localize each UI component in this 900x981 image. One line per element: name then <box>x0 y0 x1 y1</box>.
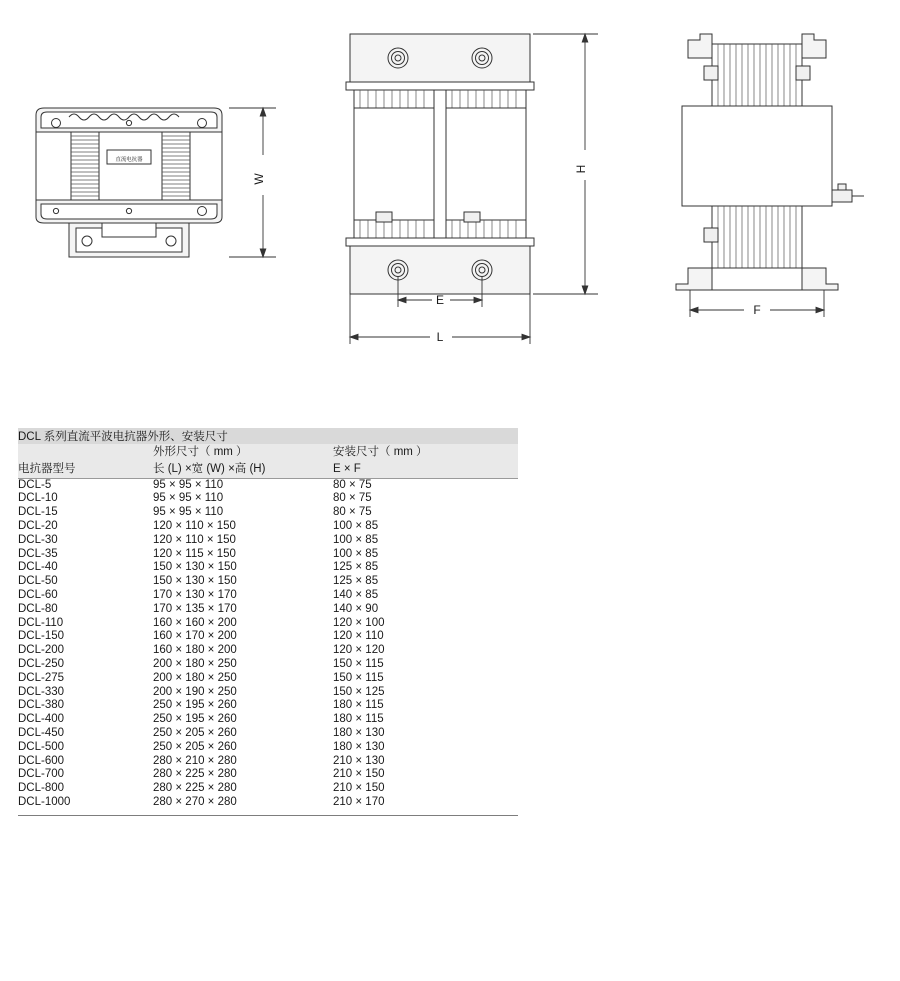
cell-model: DCL-700 <box>18 768 65 781</box>
product-name-plate: 直流电抗器 <box>115 157 143 163</box>
cell-mount: 100 × 85 <box>333 547 379 560</box>
cell-outer: 200 × 190 × 250 <box>153 685 237 698</box>
cell-mount: 210 × 170 <box>333 796 385 808</box>
table-row <box>18 782 518 796</box>
table-row <box>18 630 518 644</box>
cell-outer: 280 × 225 × 280 <box>153 782 237 795</box>
table-row <box>18 589 518 603</box>
cell-model: DCL-60 <box>18 589 58 602</box>
cell-mount: 140 × 85 <box>333 589 379 602</box>
cell-outer: 200 × 180 × 250 <box>153 658 237 671</box>
cell-mount: 210 × 130 <box>333 754 385 767</box>
cell-mount: 180 × 130 <box>333 740 385 753</box>
dim-label-w: W <box>252 173 266 185</box>
cell-mount: 210 × 150 <box>333 768 385 781</box>
table-row <box>18 520 518 534</box>
table-row <box>18 478 518 492</box>
cell-outer: 95 × 95 × 110 <box>153 478 224 491</box>
cell-outer: 250 × 205 × 260 <box>153 727 237 740</box>
cell-model: DCL-5 <box>18 478 52 491</box>
cell-outer: 150 × 130 × 150 <box>153 561 237 574</box>
cell-outer: 160 × 180 × 200 <box>153 644 237 657</box>
cell-outer: 120 × 110 × 150 <box>153 520 236 533</box>
cell-mount: 180 × 130 <box>333 727 385 740</box>
column-header-mount-dims: 安装尺寸（ mm ） E × F <box>333 444 518 478</box>
cell-model: DCL-450 <box>18 727 65 740</box>
table-row <box>18 644 518 658</box>
cell-model: DCL-40 <box>18 561 58 574</box>
cell-mount: 100 × 85 <box>333 520 379 533</box>
cell-model: DCL-10 <box>18 492 58 505</box>
cell-model: DCL-330 <box>18 685 65 698</box>
cell-outer: 170 × 135 × 170 <box>153 602 237 615</box>
dim-label-h: H <box>574 164 588 174</box>
cell-mount: 150 × 115 <box>333 658 384 671</box>
table-title: DCL 系列直流平波电抗器外形、安装尺寸 <box>18 428 518 444</box>
cell-outer: 150 × 130 × 150 <box>153 575 237 588</box>
table-row <box>18 548 518 562</box>
cell-model: DCL-20 <box>18 520 58 533</box>
cell-model: DCL-200 <box>18 644 65 657</box>
cell-mount: 150 × 125 <box>333 685 385 698</box>
cell-outer: 280 × 225 × 280 <box>153 768 237 781</box>
cell-outer: 250 × 205 × 260 <box>153 740 237 753</box>
table-row <box>18 727 518 741</box>
cell-outer: 95 × 95 × 110 <box>153 492 224 505</box>
cell-mount: 80 × 75 <box>333 478 372 491</box>
cell-outer: 120 × 115 × 150 <box>153 547 236 560</box>
cell-mount: 120 × 110 <box>333 630 384 643</box>
cell-model: DCL-80 <box>18 602 58 615</box>
cell-model: DCL-800 <box>18 782 65 795</box>
cell-mount: 80 × 75 <box>333 492 372 505</box>
table-row <box>18 741 518 755</box>
table-header-row <box>18 444 518 478</box>
cell-model: DCL-275 <box>18 671 65 684</box>
spec-table <box>18 428 518 814</box>
table-row <box>18 713 518 727</box>
table-row <box>18 617 518 631</box>
column-header-outer-dims: 外形尺寸（ mm ） 长 (L) ×宽 (W) ×高 (H) <box>153 444 333 478</box>
spec-table-wrapper <box>18 428 518 816</box>
table-row <box>18 603 518 617</box>
dim-label-l: L <box>436 330 444 344</box>
cell-outer: 95 × 95 × 110 <box>153 506 224 519</box>
side-view-drawing <box>330 22 620 362</box>
cell-mount: 125 × 85 <box>333 561 379 574</box>
cell-model: DCL-110 <box>18 616 64 629</box>
cell-mount: 150 × 115 <box>333 671 384 684</box>
cell-outer: 160 × 170 × 200 <box>153 630 237 643</box>
dimension-drawings <box>0 0 900 400</box>
dim-label-e: E <box>435 293 445 307</box>
cell-model: DCL-35 <box>18 547 58 560</box>
table-title-row <box>18 428 518 444</box>
cell-mount: 180 × 115 <box>333 713 384 726</box>
cell-outer: 170 × 130 × 170 <box>153 589 237 602</box>
cell-model: DCL-250 <box>18 658 65 671</box>
dim-label-f: F <box>753 303 761 317</box>
cell-mount: 120 × 100 <box>333 616 385 629</box>
cell-model: DCL-400 <box>18 713 65 726</box>
table-row <box>18 534 518 548</box>
cell-outer: 200 × 180 × 250 <box>153 671 237 684</box>
cell-model: DCL-1000 <box>18 796 71 808</box>
front-view-drawing <box>14 95 294 280</box>
table-row <box>18 658 518 672</box>
cell-outer: 280 × 270 × 280 <box>153 796 237 808</box>
table-row <box>18 561 518 575</box>
cell-mount: 100 × 85 <box>333 533 379 546</box>
table-bottom-rule <box>18 815 518 816</box>
table-row <box>18 796 518 814</box>
cell-outer: 250 × 195 × 260 <box>153 713 237 726</box>
cell-outer: 280 × 210 × 280 <box>153 754 237 767</box>
cell-model: DCL-15 <box>18 506 58 519</box>
cell-outer: 250 × 195 × 260 <box>153 699 237 712</box>
table-row <box>18 575 518 589</box>
cell-model: DCL-500 <box>18 740 65 753</box>
cell-model: DCL-30 <box>18 533 58 546</box>
table-row <box>18 699 518 713</box>
table-row <box>18 672 518 686</box>
cell-mount: 140 × 90 <box>333 602 379 615</box>
cell-mount: 125 × 85 <box>333 575 379 588</box>
cell-outer: 120 × 110 × 150 <box>153 533 236 546</box>
cell-outer: 160 × 160 × 200 <box>153 616 237 629</box>
cell-mount: 180 × 115 <box>333 699 384 712</box>
column-header-model: 电抗器型号 <box>18 444 153 478</box>
table-row <box>18 506 518 520</box>
cell-model: DCL-50 <box>18 575 58 588</box>
cell-mount: 210 × 150 <box>333 782 385 795</box>
table-row <box>18 768 518 782</box>
cell-model: DCL-150 <box>18 630 65 643</box>
cell-model: DCL-600 <box>18 754 65 767</box>
cell-mount: 120 × 120 <box>333 644 385 657</box>
table-row <box>18 755 518 769</box>
table-row <box>18 686 518 700</box>
cell-mount: 80 × 75 <box>333 506 372 519</box>
table-row <box>18 492 518 506</box>
top-view-drawing <box>660 22 890 322</box>
cell-model: DCL-380 <box>18 699 65 712</box>
